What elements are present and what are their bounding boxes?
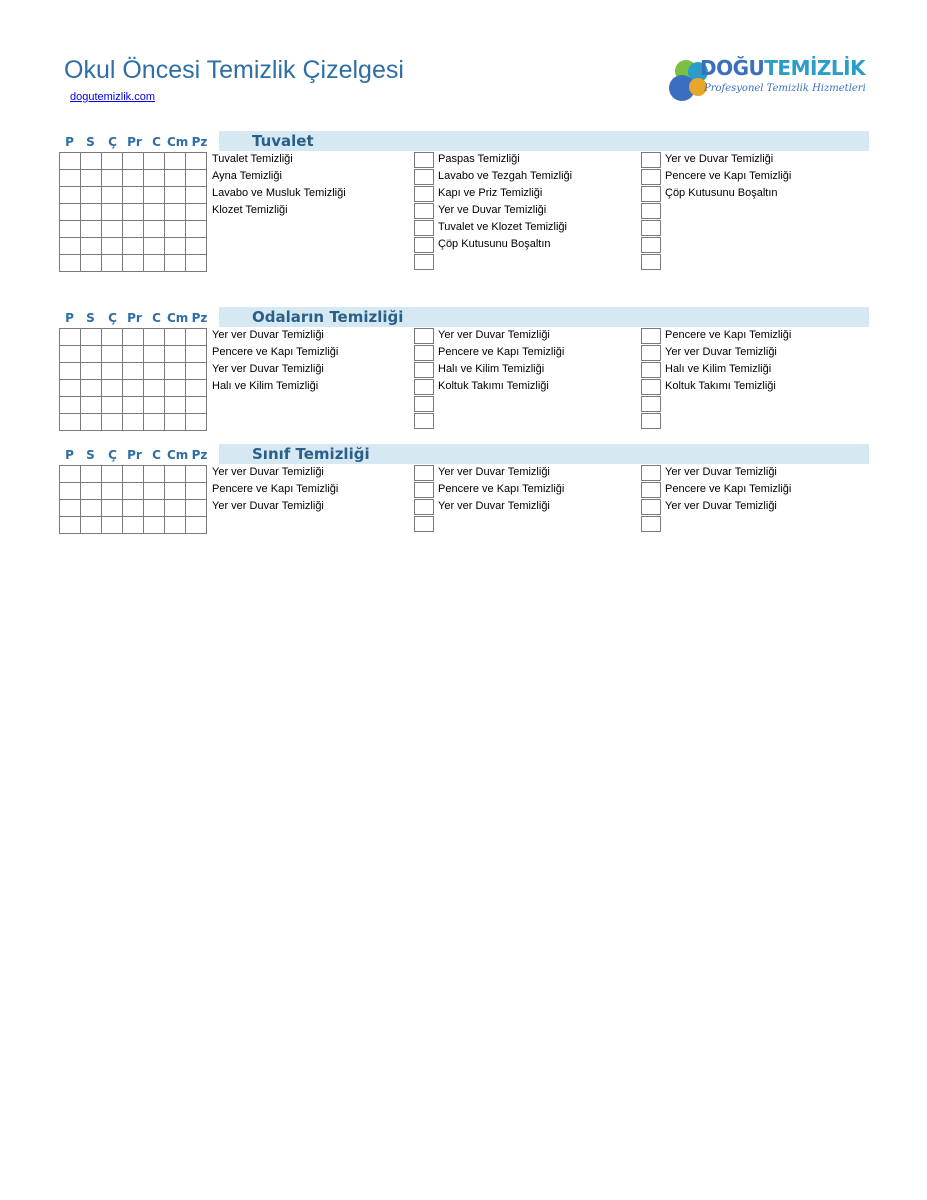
day-checkbox[interactable] [60, 483, 81, 500]
day-checkbox[interactable] [165, 483, 186, 500]
logo-tagline: Profesyonel Temizlik Hizmetleri [704, 83, 866, 94]
day-checkbox[interactable] [60, 187, 81, 204]
task-label: Yer ve Duvar Temizliği [665, 153, 774, 165]
day-checkbox[interactable] [60, 204, 81, 221]
day-checkbox[interactable] [186, 466, 207, 483]
day-checkbox[interactable] [144, 363, 165, 380]
day-checkbox[interactable] [81, 414, 102, 431]
section-header [59, 443, 869, 465]
task-label: Yer ver Duvar Temizliği [438, 329, 550, 341]
day-checkbox[interactable] [144, 221, 165, 238]
section-header [59, 306, 869, 328]
day-checkbox[interactable] [102, 153, 123, 170]
task-checkbox[interactable] [414, 345, 434, 361]
day-checkbox[interactable] [102, 517, 123, 534]
day-label: Cm [167, 311, 189, 325]
day-checkbox[interactable] [144, 170, 165, 187]
day-checkbox[interactable] [144, 483, 165, 500]
day-checkbox[interactable] [102, 329, 123, 346]
section-tuvalet [59, 130, 869, 273]
day-label: Pz [191, 311, 208, 325]
day-checkbox[interactable] [144, 238, 165, 255]
day-checkbox[interactable] [165, 187, 186, 204]
day-checkbox[interactable] [123, 466, 144, 483]
day-checkbox[interactable] [165, 500, 186, 517]
task-label: Halı ve Kilim Temizliği [438, 363, 545, 375]
day-checkbox[interactable] [186, 170, 207, 187]
task-label: Yer ver Duvar Temizliği [212, 329, 324, 341]
day-label: Pz [191, 135, 208, 149]
task-checkbox[interactable] [414, 186, 434, 202]
day-checkbox[interactable] [81, 346, 102, 363]
day-checkbox[interactable] [144, 187, 165, 204]
task-checkbox[interactable] [414, 379, 434, 395]
day-checkbox[interactable] [60, 329, 81, 346]
day-checkbox[interactable] [102, 483, 123, 500]
task-label: Pencere ve Kapı Temizliği [438, 346, 565, 358]
day-checkbox[interactable] [165, 346, 186, 363]
day-checkbox[interactable] [123, 483, 144, 500]
day-checkbox[interactable] [123, 397, 144, 414]
day-checkbox[interactable] [123, 380, 144, 397]
task-checkbox[interactable] [414, 396, 434, 412]
day-checkbox-grid [59, 465, 207, 534]
task-checkbox[interactable] [641, 203, 661, 219]
task-checkbox[interactable] [414, 413, 434, 429]
task-checkbox[interactable] [641, 237, 661, 253]
day-checkbox[interactable] [60, 363, 81, 380]
day-checkbox[interactable] [81, 187, 102, 204]
day-checkbox[interactable] [102, 414, 123, 431]
task-checkbox[interactable] [641, 465, 661, 481]
day-checkbox[interactable] [60, 517, 81, 534]
day-checkbox[interactable] [144, 329, 165, 346]
day-checkbox[interactable] [165, 170, 186, 187]
day-checkbox[interactable] [186, 517, 207, 534]
task-checkbox[interactable] [641, 220, 661, 236]
task-checkbox[interactable] [641, 362, 661, 378]
day-checkbox[interactable] [165, 204, 186, 221]
day-checkbox[interactable] [60, 500, 81, 517]
day-label: Pr [127, 135, 142, 149]
day-checkbox[interactable] [60, 153, 81, 170]
company-logo [668, 54, 866, 114]
day-checkbox[interactable] [186, 238, 207, 255]
day-checkbox[interactable] [186, 329, 207, 346]
day-label: Cm [167, 448, 189, 462]
day-checkbox[interactable] [144, 380, 165, 397]
day-checkbox[interactable] [165, 466, 186, 483]
day-checkbox[interactable] [60, 170, 81, 187]
day-checkbox[interactable] [123, 204, 144, 221]
day-label: C [152, 448, 161, 462]
task-label: Pencere ve Kapı Temizliği [665, 170, 792, 182]
task-label: Yer ver Duvar Temizliği [438, 500, 550, 512]
day-checkbox[interactable] [123, 414, 144, 431]
day-label: P [65, 448, 74, 462]
section-sinif [59, 443, 869, 535]
task-label: Koltuk Takımı Temizliği [665, 380, 776, 392]
day-checkbox[interactable] [186, 153, 207, 170]
task-label: Yer ver Duvar Temizliği [438, 466, 550, 478]
day-label: Pr [127, 311, 142, 325]
day-checkbox[interactable] [165, 221, 186, 238]
task-label: Yer ver Duvar Temizliği [665, 346, 777, 358]
day-checkbox[interactable] [186, 380, 207, 397]
task-checkbox[interactable] [414, 152, 434, 168]
section-title: Sınıf Temizliği [252, 445, 370, 463]
task-label: Paspas Temizliği [438, 153, 520, 165]
day-checkbox[interactable] [102, 204, 123, 221]
task-label: Halı ve Kilim Temizliği [665, 363, 772, 375]
task-checkbox[interactable] [414, 362, 434, 378]
day-checkbox[interactable] [81, 517, 102, 534]
day-checkbox[interactable] [60, 397, 81, 414]
day-checkbox[interactable] [144, 517, 165, 534]
day-checkbox[interactable] [123, 170, 144, 187]
day-checkbox[interactable] [144, 346, 165, 363]
task-checkbox[interactable] [414, 254, 434, 270]
day-checkbox[interactable] [186, 221, 207, 238]
day-checkbox[interactable] [186, 255, 207, 272]
day-checkbox-grid [59, 328, 207, 431]
day-checkbox[interactable] [165, 414, 186, 431]
task-checkbox[interactable] [414, 482, 434, 498]
task-checkbox[interactable] [641, 345, 661, 361]
day-checkbox[interactable] [81, 397, 102, 414]
day-checkbox[interactable] [81, 170, 102, 187]
day-checkbox[interactable] [144, 466, 165, 483]
page-title: Okul Öncesi Temizlik Çizelgesi [64, 56, 404, 84]
day-checkbox[interactable] [123, 238, 144, 255]
task-checkbox[interactable] [641, 413, 661, 429]
day-checkbox[interactable] [186, 414, 207, 431]
day-checkbox[interactable] [123, 346, 144, 363]
task-label: Yer ver Duvar Temizliği [212, 363, 324, 375]
day-checkbox[interactable] [144, 414, 165, 431]
day-checkbox[interactable] [123, 255, 144, 272]
day-checkbox-grid [59, 152, 207, 272]
day-checkbox[interactable] [144, 153, 165, 170]
section-header [59, 130, 869, 152]
day-checkbox[interactable] [123, 363, 144, 380]
day-checkbox[interactable] [81, 255, 102, 272]
day-checkbox[interactable] [186, 483, 207, 500]
day-checkbox[interactable] [60, 466, 81, 483]
day-checkbox[interactable] [81, 363, 102, 380]
task-label: Yer ver Duvar Temizliği [212, 466, 324, 478]
logo-brand: DOĞUTEMİZLİK [700, 56, 866, 80]
task-checkbox[interactable] [414, 169, 434, 185]
day-checkbox[interactable] [81, 204, 102, 221]
day-checkbox[interactable] [81, 483, 102, 500]
day-checkbox[interactable] [102, 466, 123, 483]
day-checkbox[interactable] [165, 153, 186, 170]
day-checkbox[interactable] [186, 346, 207, 363]
day-checkbox[interactable] [81, 153, 102, 170]
section-title: Odaların Temizliği [252, 308, 404, 326]
day-checkbox[interactable] [165, 238, 186, 255]
section-title: Tuvalet [252, 132, 314, 150]
day-checkbox[interactable] [102, 221, 123, 238]
day-checkbox[interactable] [144, 255, 165, 272]
task-label: Tuvalet Temizliği [212, 153, 293, 165]
task-label: Pencere ve Kapı Temizliği [212, 346, 339, 358]
day-label: S [86, 311, 95, 325]
day-checkbox[interactable] [144, 500, 165, 517]
task-label: Pencere ve Kapı Temizliği [665, 329, 792, 341]
day-label: Cm [167, 135, 189, 149]
task-checkbox[interactable] [414, 516, 434, 532]
day-checkbox[interactable] [186, 204, 207, 221]
task-label: Kapı ve Priz Temizliği [438, 187, 543, 199]
task-label: Pencere ve Kapı Temizliği [665, 483, 792, 495]
day-checkbox[interactable] [60, 346, 81, 363]
day-label: Ç [108, 311, 117, 325]
day-label: Ç [108, 448, 117, 462]
task-checkbox[interactable] [414, 499, 434, 515]
task-checkbox[interactable] [414, 220, 434, 236]
day-checkbox[interactable] [60, 380, 81, 397]
day-checkbox[interactable] [165, 329, 186, 346]
day-label: Pr [127, 448, 142, 462]
day-checkbox[interactable] [165, 517, 186, 534]
task-checkbox[interactable] [641, 186, 661, 202]
task-label: Yer ve Duvar Temizliği [438, 204, 547, 216]
task-label: Lavabo ve Tezgah Temizliği [438, 170, 573, 182]
day-checkbox[interactable] [186, 397, 207, 414]
task-label: Yer ver Duvar Temizliği [665, 466, 777, 478]
task-checkbox[interactable] [414, 203, 434, 219]
task-checkbox[interactable] [641, 169, 661, 185]
day-checkbox[interactable] [186, 187, 207, 204]
day-checkbox[interactable] [60, 238, 81, 255]
day-label: C [152, 135, 161, 149]
day-checkbox[interactable] [144, 204, 165, 221]
day-checkbox[interactable] [123, 221, 144, 238]
task-checkbox[interactable] [641, 254, 661, 270]
day-label: S [86, 448, 95, 462]
day-checkbox[interactable] [102, 397, 123, 414]
task-label: Çöp Kutusunu Boşaltın [665, 187, 778, 199]
day-checkbox[interactable] [123, 517, 144, 534]
day-checkbox[interactable] [60, 414, 81, 431]
day-checkbox[interactable] [81, 221, 102, 238]
day-checkbox[interactable] [123, 153, 144, 170]
day-checkbox[interactable] [165, 380, 186, 397]
task-label: Koltuk Takımı Temizliği [438, 380, 549, 392]
task-checkbox[interactable] [641, 396, 661, 412]
day-checkbox[interactable] [102, 380, 123, 397]
day-checkbox[interactable] [123, 187, 144, 204]
day-checkbox[interactable] [81, 380, 102, 397]
task-checkbox[interactable] [414, 465, 434, 481]
day-checkbox[interactable] [81, 466, 102, 483]
day-checkbox[interactable] [102, 238, 123, 255]
day-label: P [65, 311, 74, 325]
section-odalar [59, 306, 869, 432]
task-label: Yer ver Duvar Temizliği [212, 500, 324, 512]
task-checkbox[interactable] [641, 379, 661, 395]
task-checkbox[interactable] [641, 482, 661, 498]
task-label: Ayna Temizliği [212, 170, 282, 182]
day-checkbox[interactable] [165, 397, 186, 414]
day-checkbox[interactable] [81, 500, 102, 517]
task-checkbox[interactable] [641, 328, 661, 344]
day-checkbox[interactable] [123, 329, 144, 346]
task-label: Pencere ve Kapı Temizliği [212, 483, 339, 495]
task-label: Çöp Kutusunu Boşaltın [438, 238, 551, 250]
day-checkbox[interactable] [60, 221, 81, 238]
day-checkbox[interactable] [186, 363, 207, 380]
day-checkbox[interactable] [102, 187, 123, 204]
task-checkbox[interactable] [414, 237, 434, 253]
day-checkbox[interactable] [81, 329, 102, 346]
day-checkbox[interactable] [60, 255, 81, 272]
day-label: C [152, 311, 161, 325]
day-checkbox[interactable] [102, 255, 123, 272]
task-label: Lavabo ve Musluk Temizliği [212, 187, 346, 199]
day-checkbox[interactable] [123, 500, 144, 517]
section-header-band [219, 131, 869, 151]
task-checkbox[interactable] [641, 499, 661, 515]
day-checkbox[interactable] [165, 363, 186, 380]
day-checkbox[interactable] [102, 170, 123, 187]
day-checkbox[interactable] [81, 238, 102, 255]
task-label: Halı ve Kilim Temizliği [212, 380, 319, 392]
task-checkbox[interactable] [641, 152, 661, 168]
task-label: Pencere ve Kapı Temizliği [438, 483, 565, 495]
day-checkbox[interactable] [186, 500, 207, 517]
day-checkbox[interactable] [102, 346, 123, 363]
day-checkbox[interactable] [165, 255, 186, 272]
task-checkbox[interactable] [641, 516, 661, 532]
day-checkbox[interactable] [102, 500, 123, 517]
task-label: Yer ver Duvar Temizliği [665, 500, 777, 512]
task-checkbox[interactable] [414, 328, 434, 344]
day-label: S [86, 135, 95, 149]
task-label: Tuvalet ve Klozet Temizliği [438, 221, 567, 233]
task-label: Klozet Temizliği [212, 204, 288, 216]
day-checkbox[interactable] [102, 363, 123, 380]
day-label: Pz [191, 448, 208, 462]
day-label: Ç [108, 135, 117, 149]
website-link[interactable]: dogutemizlik.com [70, 91, 155, 103]
day-checkbox[interactable] [144, 397, 165, 414]
day-label: P [65, 135, 74, 149]
